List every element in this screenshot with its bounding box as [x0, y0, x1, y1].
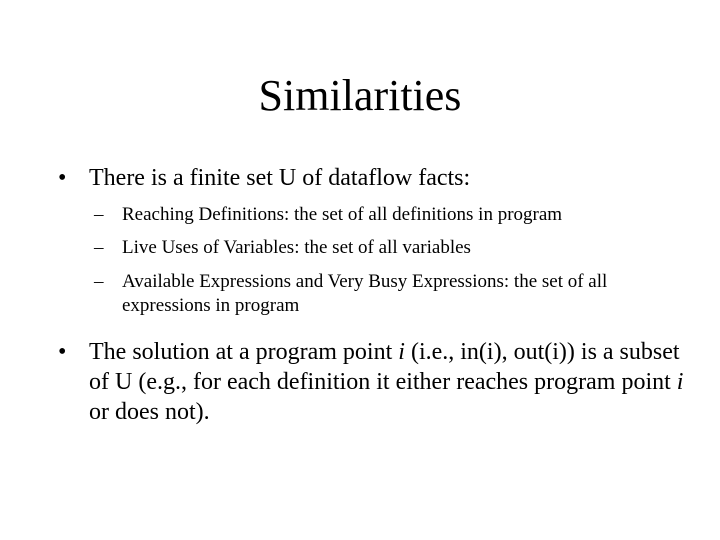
- subitem-live-uses: [94, 236, 694, 260]
- bullet-2-italic-i: i: [398, 339, 405, 365]
- bullet-2-seg: or does not).: [89, 399, 210, 425]
- bullet-1: [58, 163, 698, 193]
- subitem-text: Available Expressions and Very Busy Expressions: the set of all expressions in program: [122, 271, 608, 316]
- bullet-marker: •: [58, 339, 67, 365]
- bullet-2-italic-i: i: [676, 369, 684, 395]
- subitem-text: Live Uses of Variables: the set of all variables: [122, 237, 471, 258]
- bullet-2-seg: The solution at a program point: [89, 339, 399, 365]
- subitem-reaching-definitions: [94, 203, 694, 227]
- bullet-marker: •: [58, 165, 67, 191]
- sub-marker: –: [94, 204, 104, 225]
- bullet-2: [58, 337, 698, 427]
- sub-marker: –: [94, 271, 104, 292]
- bullet-2-seg: (i.e., in(i), out(i)) is a subset of U (e.g., for each definition it either reaches program point: [89, 339, 680, 395]
- bullet-1-text: There is a finite set U of dataflow facts:: [89, 165, 471, 191]
- subitem-text: Reaching Definitions: the set of all definitions in program: [122, 204, 563, 225]
- slide-title: Similarities: [258, 71, 462, 120]
- subitem-available-expressions: [94, 270, 694, 318]
- bullet-2-text: [89, 337, 698, 427]
- sub-marker: –: [94, 237, 104, 258]
